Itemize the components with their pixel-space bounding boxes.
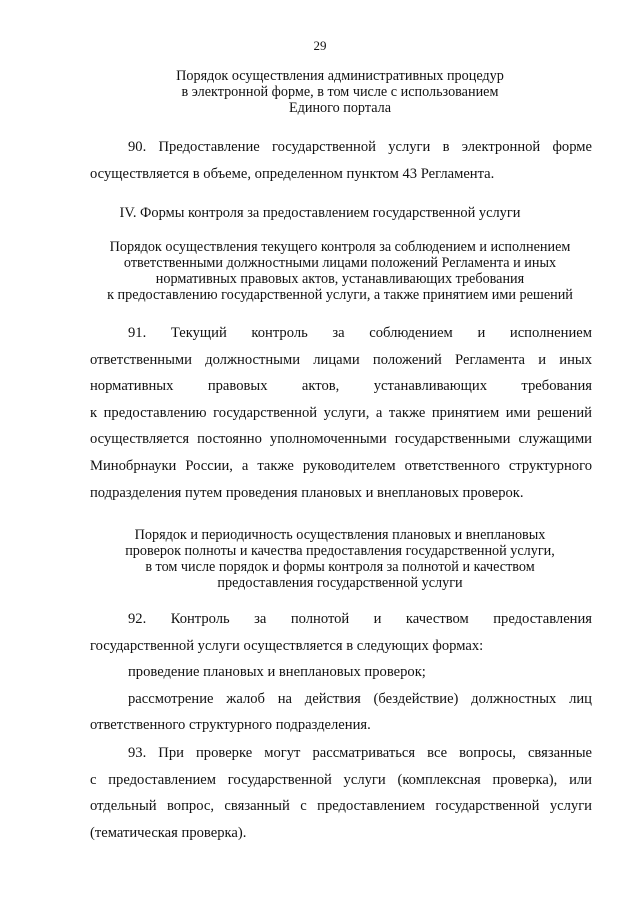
paragraph-line: (тематическая проверка). (90, 824, 247, 841)
page-number: 29 (313, 38, 327, 53)
heading-line: проверок полноты и качества предоставления государственной услуги, (125, 543, 555, 559)
heading-line: Порядок и периодичность осуществления плановых и внеплановых (134, 527, 546, 543)
heading-line: Единого портала (288, 100, 392, 116)
paragraph-line: ответственного структурного подразделения. (90, 717, 371, 734)
paragraph-line: с предоставлением государственной услуги (комплексная проверка), или (90, 771, 592, 788)
paragraph-line: 93. При проверке могут рассматриваться все вопросы, связанные (128, 745, 592, 761)
heading-line: ответственными должностными лицами положений Регламента и иных (123, 255, 557, 271)
paragraph-line: осуществляется в объеме, определенном пунктом 43 Регламента. (90, 165, 495, 182)
paragraph-91 (90, 320, 592, 506)
heading-line: Порядок осуществления текущего контроля за соблюдением и исполнением (109, 239, 571, 255)
paragraph-line: 90. Предоставление государственной услуги в электронной форме (128, 139, 592, 155)
heading-electronic-procedures (86, 68, 594, 116)
heading-line: Порядок осуществления административных процедур (176, 68, 504, 84)
heading-line: в том числе порядок и формы контроля за полнотой и качеством (145, 559, 535, 575)
heading-line: к предоставлению государственной услуги, а также принятием ими решений (107, 287, 573, 303)
paragraph-90 (90, 134, 592, 187)
paragraph-line: осуществляется постоянно уполномоченными государственными служащими (90, 431, 592, 448)
section-title-iv: IV. Формы контроля за предоставлением государственной услуги (119, 205, 521, 221)
paragraph-line: нормативных правовых актов, устанавливающих требования (90, 378, 592, 395)
heading-line: предоставления государственной услуги (217, 575, 463, 591)
paragraph-93 (90, 740, 592, 846)
heading-current-control (86, 239, 594, 303)
paragraph-line: рассмотрение жалоб на действия (бездействие) должностных лиц (128, 690, 592, 707)
paragraph-92 (90, 606, 592, 739)
paragraph-line: подразделения путем проведения плановых и внеплановых проверок. (90, 484, 524, 501)
paragraph-line: 92. Контроль за полнотой и качеством предоставления (128, 611, 592, 627)
paragraph-line: отдельный вопрос, связанный с предоставлением государственной услуги (90, 798, 592, 815)
heading-line: нормативных правовых актов, устанавливающих требования (155, 271, 525, 287)
paragraph-line: к предоставлению государственной услуги, а также принятием ими решений (90, 404, 592, 421)
paragraph-line: государственной услуги осуществляется в следующих формах: (90, 637, 484, 654)
heading-line: в электронной форме, в том числе с использованием (181, 84, 499, 100)
paragraph-line: проведение плановых и внеплановых проверок; (128, 664, 426, 681)
paragraph-line: 91. Текущий контроль за соблюдением и исполнением (128, 325, 592, 341)
paragraph-line: Минобрнауки России, а также руководителем ответственного структурного (90, 457, 592, 474)
heading-scheduled-checks (86, 527, 594, 591)
paragraph-line: ответственными должностными лицами положений Регламента и иных (90, 351, 592, 368)
